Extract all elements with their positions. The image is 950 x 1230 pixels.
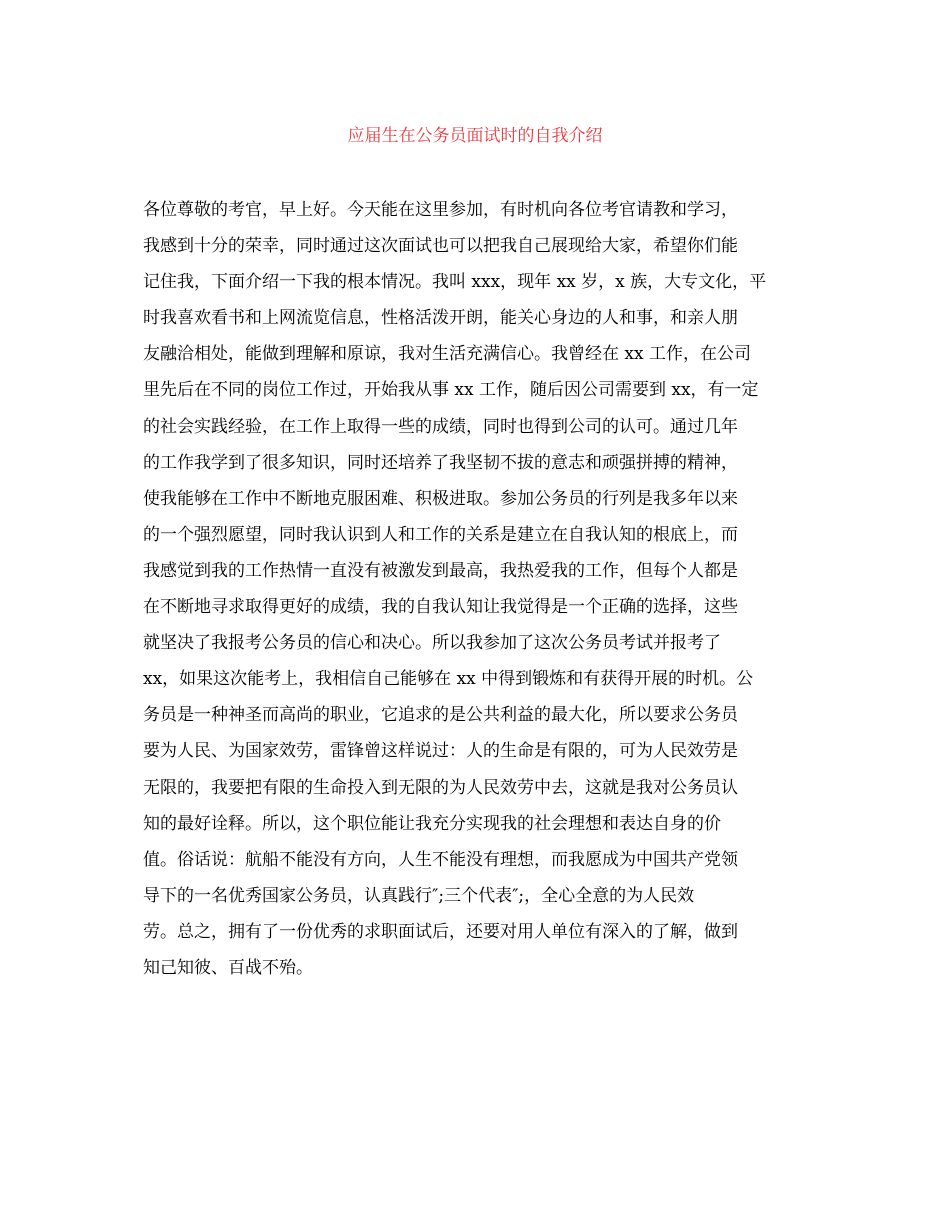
body-line: 知己知彼、百战不殆。 — [143, 957, 313, 978]
body-line: 务员是一种神圣而高尚的职业，它追求的是公共利益的最大化，所以要求公务员 — [143, 705, 738, 726]
body-line: 友融洽相处，能做到理解和原谅，我对生活充满信心。我曾经在 xx 工作，在公司 — [143, 344, 751, 365]
body-line: 就坚决了我报考公务员的信心和决心。所以我参加了这次公务员考试并报考了 — [143, 633, 721, 654]
body-line: 的一个强烈愿望，同时我认识到人和工作的关系是建立在自我认知的根底上，而 — [143, 524, 738, 545]
body-line: 要为人民、为国家效劳，雷锋曾这样说过：人的生命是有限的，可为人民效劳是 — [143, 741, 738, 762]
body-line: 的工作我学到了很多知识，同时还培养了我坚韧不拔的意志和顽强拼搏的精神， — [143, 452, 738, 473]
body-line: 里先后在不同的岗位工作过，开始我从事 xx 工作，随后因公司需要到 xx，有一定 — [143, 380, 759, 401]
body-line: 在不断地寻求取得更好的成绩，我的自我认知让我觉得是一个正确的选择，这些 — [143, 597, 738, 618]
body-line: 知的最好诠释。所以，这个职位能让我充分实现我的社会理想和表达自身的价 — [143, 813, 721, 834]
document-title: 应届生在公务员面试时的自我介绍 — [347, 126, 603, 146]
body-line: 无限的，我要把有限的生命投入到无限的为人民效劳中去，这就是我对公务员认 — [143, 777, 738, 798]
body-line: 的社会实践经验，在工作上取得一些的成绩，同时也得到公司的认可。通过几年 — [143, 416, 738, 437]
body-line: 我感觉到我的工作热情一直没有被激发到最高，我热爱我的工作，但每个人都是 — [143, 560, 738, 581]
body-line: 导下的一名优秀国家公务员，认真践行″;三个代表″;，全心全意的为人民效 — [143, 885, 695, 906]
body-line: 我感到十分的荣幸，同时通过这次面试也可以把我自己展现给大家，希望你们能 — [143, 236, 738, 257]
body-line: 各位尊敬的考官，早上好。今天能在这里参加，有时机向各位考官请教和学习， — [143, 200, 738, 220]
document-body — [143, 192, 811, 986]
body-line: 劳。总之，拥有了一份优秀的求职面试后，还要对用人单位有深入的了解，做到 — [143, 921, 738, 942]
body-line: xx，如果这次能考上，我相信自己能够在 xx 中得到锻炼和有获得开展的时机。公 — [143, 669, 754, 690]
body-line: 记住我，下面介绍一下我的根本情况。我叫 xxx，现年 xx 岁，x 族，大专文化，平 — [143, 272, 767, 293]
body-line: 时我喜欢看书和上网流览信息，性格活泼开朗，能关心身边的人和事，和亲人朋 — [143, 308, 738, 329]
body-line: 值。俗话说：航船不能没有方向，人生不能没有理想，而我愿成为中国共产党领 — [143, 849, 738, 870]
body-line: 使我能够在工作中不断地克服困难、积极进取。参加公务员的行列是我多年以来 — [143, 488, 738, 509]
